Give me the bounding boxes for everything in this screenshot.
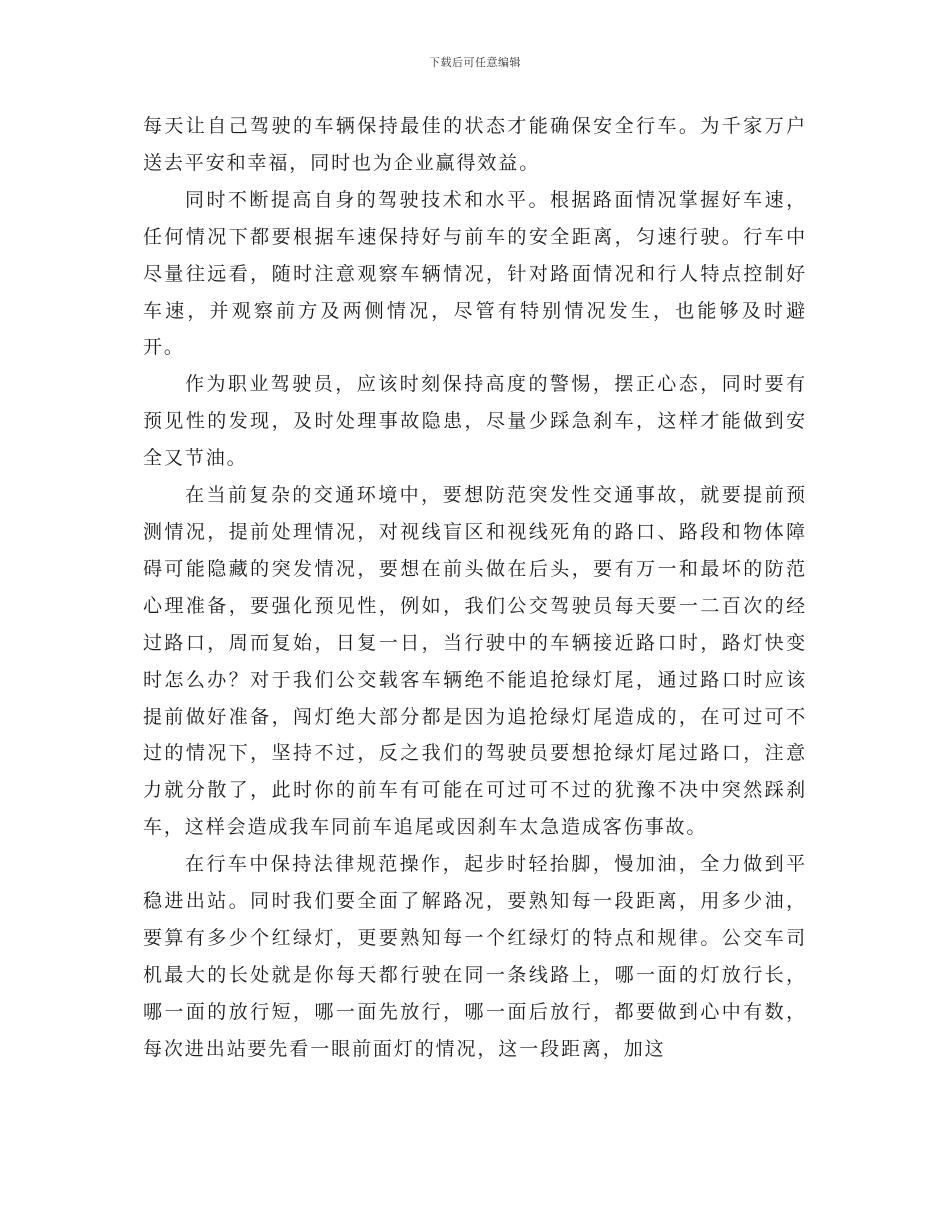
paragraph-5: 在行车中保持法律规范操作，起步时轻抬脚，慢加油，全力做到平稳进出站。同时我们要全面了解路况，要熟知每一段距离，用多少油，要算有多少个红绿灯，更要熟知每一个红绿灯的特点和规律。公交车司机最大的长处就是你每天都行驶在同一条线路上，哪一面的灯放行长，哪一面的放行短，哪一面先放行，哪一面后放行，都要做到心中有数，每次进出站要先看一眼前面灯的情况，这一段距离，加这 [143,853,807,1060]
paragraph-1: 每天让自己驾驶的车辆保持最佳的状态才能确保安全行车。为千家万户送去平安和幸福，同时也为企业赢得效益。 [143,115,807,174]
paragraph-4: 在当前复杂的交通环境中，要想防范突发性交通事故，就要提前预测情况，提前处理情况，对视线盲区和视线死角的路口、路段和物体障碍可能隐藏的突发情况，要想在前头做在后头，要有万一和最坏的防范心理准备，要强化预见性，例如，我们公交驾驶员每天要一二百次的经过路口，周而复始，日复一日，当行驶中的车辆接近路口时，路灯快变时怎么办？对于我们公交载客车辆绝不能追抢绿灯尾，通过路口时应该提前做好准备，闯灯绝大部分都是因为追抢绿灯尾造成的，在可过可不过的情况下，坚持不过，反之我们的驾驶员要想抢绿灯尾过路口，注意力就分散了，此时你的前车有可能在可过可不过的犹豫不决中突然踩刹车，这样会造成我车同前车追尾或因刹车太急造成客伤事故。 [143,484,807,839]
paragraph-2: 同时不断提高自身的驾驶技术和水平。根据路面情况掌握好车速，任何情况下都要根据车速保持好与前车的安全距离，匀速行驶。行车中尽量往远看，随时注意观察车辆情况，针对路面情况和行人特点控制好车速，并观察前方及两侧情况，尽管有特别情况发生，也能够及时避开。 [143,188,807,359]
document-body [143,108,807,1068]
paragraph-3: 作为职业驾驶员，应该时刻保持高度的警惕，摆正心态，同时要有预见性的发现，及时处理事故隐患，尽量少踩急刹车，这样才能做到安全又节油。 [143,373,807,470]
page-header: 下载后可任意编辑 [429,56,521,69]
